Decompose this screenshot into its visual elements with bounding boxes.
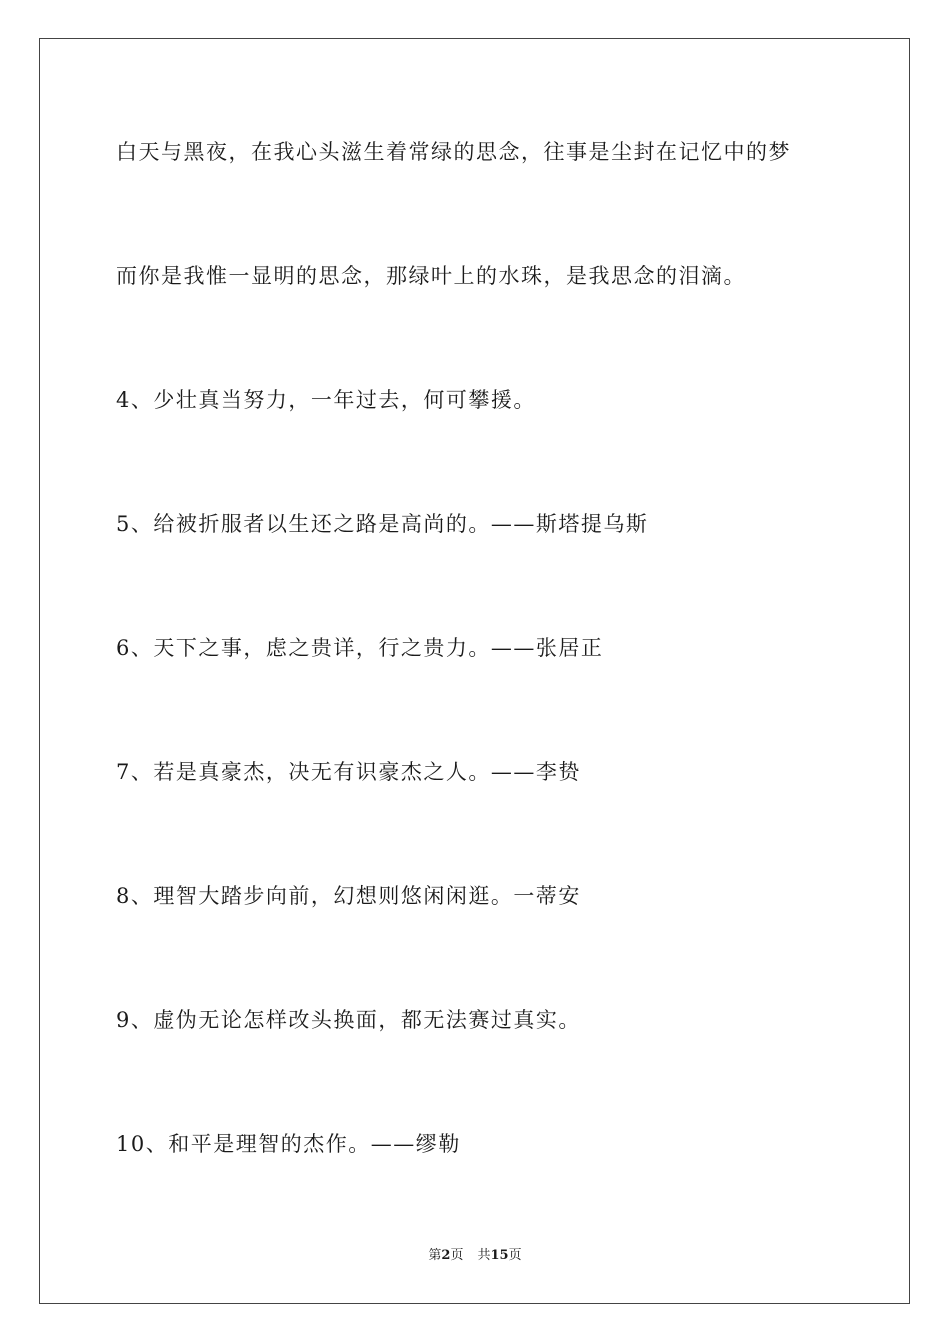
page-suffix: 页 (450, 1248, 464, 1263)
total-suffix: 页 (508, 1248, 522, 1263)
page-number: 2 (441, 1248, 451, 1263)
text-line-2: 而你是我惟一显明的思念，那绿叶上的水珠，是我思念的泪滴。 (116, 264, 746, 288)
page-footer (0, 1247, 950, 1265)
total-prefix: 共 (477, 1248, 491, 1263)
quote-7: 7、若是真豪杰，决无有识豪杰之人。——李贽 (116, 760, 581, 784)
text-line-1: 白天与黑夜，在我心头滋生着常绿的思念，往事是尘封在记忆中的梦 (116, 140, 791, 164)
quote-8: 8、理智大踏步向前，幻想则悠闲闲逛。一蒂安 (116, 884, 581, 908)
quote-6: 6、天下之事，虑之贵详，行之贵力。——张居正 (116, 636, 604, 660)
page-prefix: 第 (428, 1248, 442, 1263)
page-border (39, 38, 910, 1304)
quote-9: 9、虚伪无论怎样改头换面，都无法赛过真实。 (116, 1008, 581, 1032)
quote-5: 5、给被折服者以生还之路是高尚的。——斯塔提乌斯 (116, 512, 649, 536)
total-pages: 15 (490, 1248, 509, 1263)
quote-4: 4、少壮真当努力，一年过去，何可攀援。 (116, 388, 536, 412)
quote-10: 10、和平是理智的杰作。——缪勒 (116, 1132, 461, 1156)
